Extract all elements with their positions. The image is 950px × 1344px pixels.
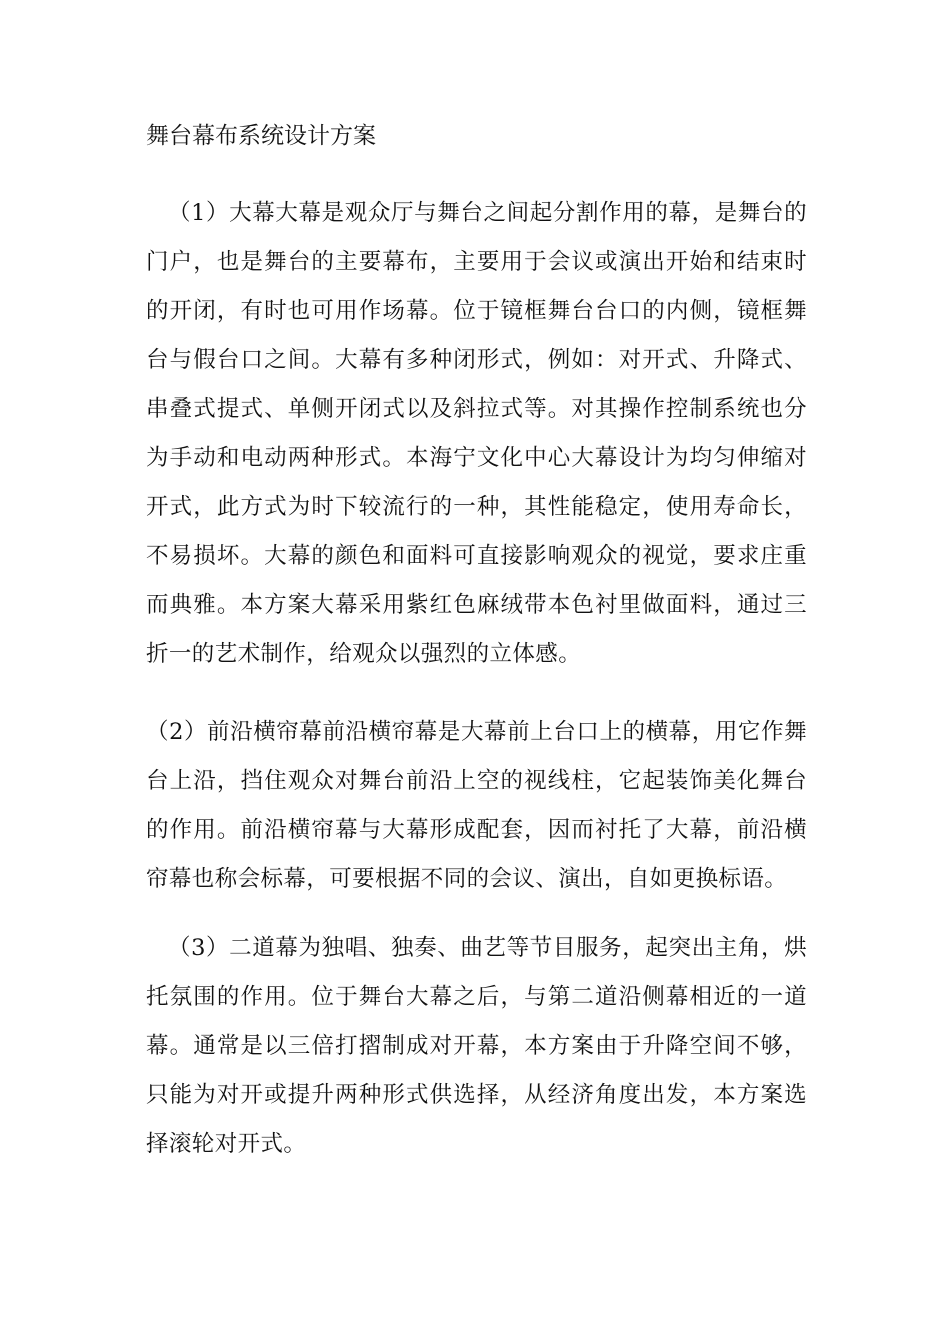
- document-title: 舞台幕布系统设计方案: [146, 123, 376, 149]
- paragraph-main-curtain: （1）大幕大幕是观众厅与舞台之间起分割作用的幕，是舞台的门户，也是舞台的主要幕布，主要用于会议或演出开始和结束时的开闭，有时也可用作场幕。位于镜框舞台台口的内侧，镜框舞台与假台口之间。大幕有多种闭形式，例如：对开式、升降式、串叠式提式、单侧开闭式以及斜拉式等。对其操作控制系统也分为手动和电动两种形式。本海宁文化中心大幕设计为均匀伸缩对开式，此方式为时下较流行的一种，其性能稳定，使用寿命长，不易损坏。大幕的颜色和面料可直接影响观众的视觉，要求庄重而典雅。本方案大幕采用紫红色麻绒带本色衬里做面料，通过三折一的艺术制作，给观众以强烈的立体感。: [146, 200, 807, 667]
- paragraph-front-valance: （2）前沿横帘幕前沿横帘幕是大幕前上台口上的横幕，用它作舞台上沿，挡住观众对舞台前沿上空的视线柱，它起装饰美化舞台的作用。前沿横帘幕与大幕形成配套，因而衬托了大幕，前沿横帘幕也称会标幕，可要根据不同的会议、演出，自如更换标语。: [146, 719, 807, 892]
- paragraph-second-curtain: （3）二道幕为独唱、独奏、曲艺等节目服务，起突出主角，烘托氛围的作用。位于舞台大幕之后，与第二道沿侧幕相近的一道幕。通常是以三倍打摺制成对开幕，本方案由于升降空间不够，只能为对开或提升两种形式供选择，从经济角度出发，本方案选择滚轮对开式。: [146, 935, 807, 1157]
